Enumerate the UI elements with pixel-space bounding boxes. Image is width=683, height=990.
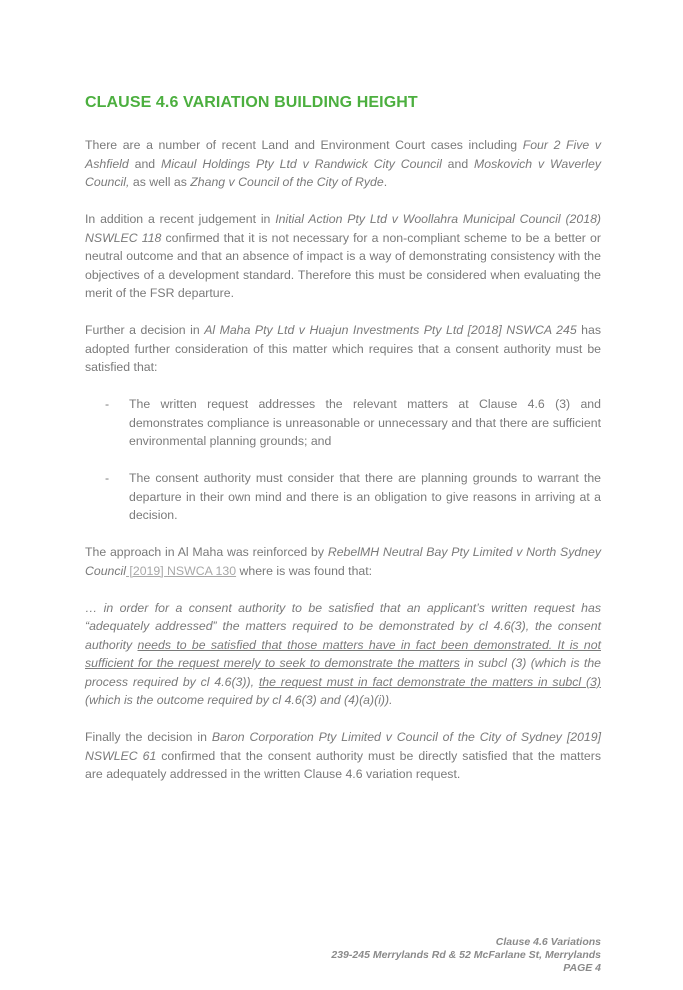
- text-run: as well as: [129, 175, 191, 189]
- list-item: [85, 395, 601, 451]
- case-name: RebelMH Neutral Bay Pty Limited v North Sydney Council: [85, 545, 602, 578]
- case-name: Four 2 Five v Ashfield: [85, 138, 601, 171]
- page-footer: [331, 936, 601, 975]
- quote-text: (which is the outcome required by cl 4.6(3) and (4)(a)(i)).: [85, 693, 393, 707]
- dash-bullet: -: [105, 471, 110, 485]
- case-name: Baron Corporation Pty Limited v Council of the City of Sydney [2019] NSWLEC 61: [85, 730, 602, 763]
- quoted-judgement: [85, 599, 601, 710]
- text-run: and: [128, 156, 161, 171]
- text-run: Further a decision in: [85, 323, 205, 337]
- quote-underlined-text: needs to be satisfied that those matters have in fact been demonstrated. It is not sufficient for the request merely to seek to demonstrate the matters: [85, 637, 601, 670]
- case-name: Al Maha Pty Ltd v Huajun Investments Pty Ltd [2018] NSWCA 245: [204, 323, 577, 337]
- text-run: confirmed that it is not necessary for a non-compliant scheme to be a better or neutral outcome and that an absence of impact is a way of demonstrating consistency with the objectives of a development standard. Therefore this must be considered when evaluating the merit of the FSR departure.: [85, 230, 601, 300]
- text-run: The approach in Al Maha was reinforced by: [85, 545, 328, 559]
- case-name: Micaul Holdings Pty Ltd v Randwick City Council: [160, 156, 442, 171]
- quote-underlined-text: the request must in fact demonstrate the matters in subcl (3): [258, 674, 601, 689]
- list-item-text: The consent authority must consider that there are planning grounds to warrant the departure in their own mind and there is an obligation to give reasons in arriving at a decision.: [129, 471, 601, 522]
- paragraph-rebelmh: [85, 543, 601, 580]
- paragraph-al-maha: [85, 321, 601, 377]
- text-run: confirmed that the consent authority must be directly satisfied that the matters are adequately addressed in the written Clause 4.6 variation request.: [85, 748, 601, 781]
- text-run: has adopted further consideration of this matter which requires that a consent authority must be satisfied that:: [85, 323, 601, 374]
- citation-link[interactable]: [2019] NSWCA 130: [126, 563, 237, 578]
- page-title: CLAUSE 4.6 VARIATION BUILDING HEIGHT: [85, 94, 418, 111]
- text-run: There are a number of recent Land and Environment Court cases including: [85, 138, 523, 152]
- case-name: Initial Action Pty Ltd v Woollahra Municipal Council (2018) NSWLEC 118: [85, 212, 601, 245]
- paragraph-initial-action: [85, 210, 601, 303]
- paragraph-baron: [85, 728, 601, 784]
- text-run: .: [383, 175, 388, 189]
- paragraph-case-list: [85, 136, 601, 192]
- list-item-text: The written request addresses the relevant matters at Clause 4.6 (3) and demonstrates compliance is unreasonable or unnecessary and that there are sufficient environmental planning grounds; and: [129, 397, 601, 448]
- quote-text: in subcl (3) (which is the process required by cl 4.6(3)),: [85, 656, 601, 689]
- requirements-list: [85, 395, 601, 525]
- footer-document-title: Clause 4.6 Variations: [495, 936, 601, 948]
- case-name: Moskovich v Waverley Council,: [85, 156, 601, 189]
- text-run: In addition a recent judgement in: [85, 212, 276, 226]
- footer-address: 239-245 Merrylands Rd & 52 McFarlane St, Merrylands: [331, 949, 601, 961]
- case-name: Zhang v Council of the City of Ryde: [190, 175, 384, 189]
- dash-bullet: -: [105, 397, 110, 411]
- text-run: where is was found that:: [236, 563, 373, 578]
- list-item: [85, 469, 601, 525]
- document-page: [85, 0, 601, 990]
- text-run: Finally the decision in: [85, 730, 212, 744]
- quote-text: … in order for a consent authority to be satisfied that an applicant’s written request has “adequately addressed” the matters required to be demonstrated by cl 4.6(3), the consent authority: [85, 600, 601, 652]
- text-run: and: [441, 156, 475, 171]
- page-number: PAGE 4: [563, 962, 601, 974]
- body-content: [85, 136, 601, 802]
